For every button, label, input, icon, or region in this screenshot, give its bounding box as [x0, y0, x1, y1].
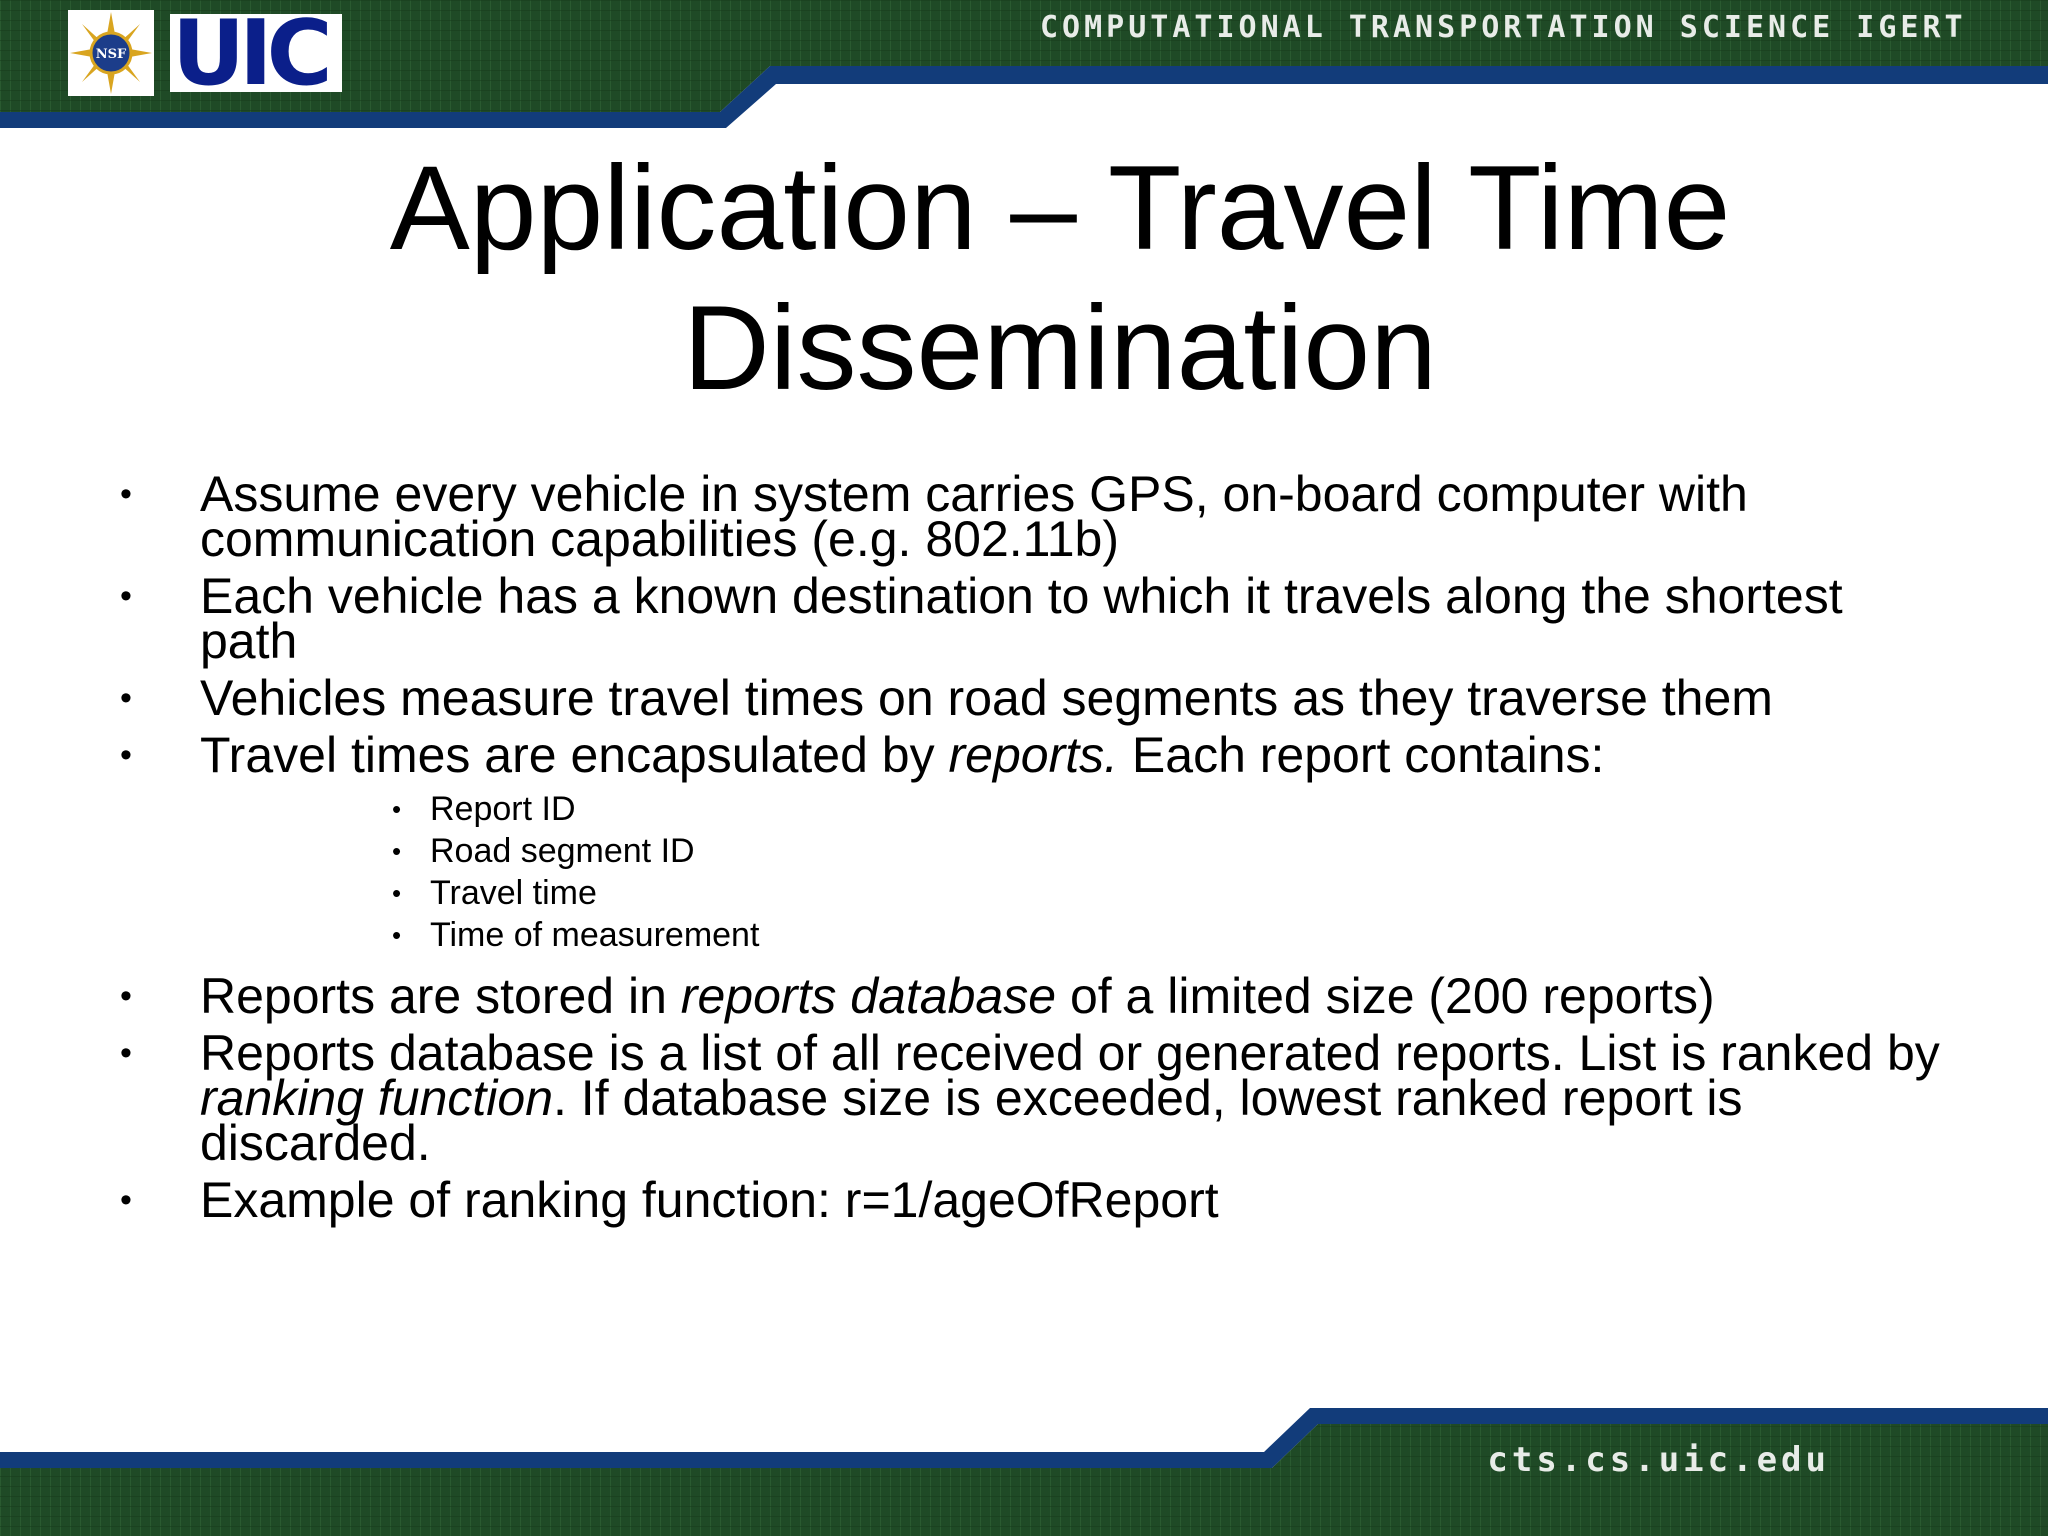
bullet-item: [120, 466, 1950, 567]
bullet-text-before: Travel times are encapsulated by: [200, 727, 949, 783]
bullet-text-after: of a limited size (200 reports): [1056, 968, 1715, 1024]
bullet-list: [120, 466, 1950, 1235]
bullet-item: [120, 670, 1950, 726]
bullet-dot: •: [120, 736, 132, 774]
bullet-dot: •: [120, 577, 132, 615]
sub-bullet-item: [200, 788, 1950, 830]
bullet-text-after: . If database size is exceeded, lowest ranked report is discarded.: [200, 1070, 1743, 1171]
title-line-1: Application – Travel Time: [389, 141, 1731, 275]
bullet-text-before: Reports are stored in: [200, 968, 681, 1024]
sub-bullet-text: Travel time: [430, 874, 597, 912]
bullet-text-emphasis: reports.: [948, 727, 1119, 783]
footer-url: cts.cs.uic.edu: [1487, 1440, 1830, 1480]
bullet-dot: •: [120, 475, 132, 513]
slide-title: [230, 138, 1890, 418]
uic-logo: [170, 14, 342, 92]
sub-bullet-text: Time of measurement: [430, 916, 760, 954]
bullet-text-before: Reports database is a list of all received or generated reports. List is ranked by: [200, 1025, 1940, 1081]
sub-bullet-dot: •: [392, 836, 402, 866]
bullet-item: [120, 1025, 1950, 1171]
sub-bullet-text: Report ID: [430, 790, 576, 828]
bullet-dot: •: [120, 1181, 132, 1219]
bullet-text-emphasis: reports database: [680, 968, 1057, 1024]
bullet-dot: •: [120, 977, 132, 1015]
bullet-text: Vehicles measure travel times on road segments as they traverse them: [200, 670, 1773, 726]
bullet-text: Each vehicle has a known destination to which it travels along the shortest path: [200, 568, 1843, 669]
bullet-text: Example of ranking function: r=1/ageOfReport: [200, 1172, 1219, 1228]
program-name: COMPUTATIONAL TRANSPORTATION SCIENCE IGERT: [1040, 10, 1967, 45]
sub-bullet-item: [200, 872, 1950, 914]
title-line-2: Dissemination: [683, 281, 1437, 415]
bullet-text: Assume every vehicle in system carries GPS, on-board computer with communication capabilities (e.g. 802.11b): [200, 466, 1748, 567]
uic-logo-text: UIC: [172, 14, 327, 92]
bullet-item: [120, 968, 1950, 1024]
bullet-text-emphasis: ranking function: [200, 1070, 554, 1126]
bullet-text-after: Each report contains:: [1118, 727, 1605, 783]
sub-bullet-dot: •: [392, 878, 402, 908]
sub-bullet-text: Road segment ID: [430, 832, 695, 870]
sub-bullet-item: [200, 830, 1950, 872]
sub-bullet-dot: •: [392, 920, 402, 950]
uic-wordmark-icon: [170, 14, 342, 92]
sub-bullet-item: [200, 914, 1950, 956]
bullet-item: [120, 727, 1950, 956]
nsf-seal-icon: [68, 10, 154, 96]
report-fields-list: [200, 788, 1950, 956]
bullet-item: [120, 1172, 1950, 1228]
bullet-item: [120, 568, 1950, 669]
sub-bullet-dot: •: [392, 794, 402, 824]
bullet-dot: •: [120, 1034, 132, 1072]
nsf-logo-text: NSF: [95, 47, 127, 62]
bullet-dot: •: [120, 679, 132, 717]
nsf-logo: [68, 10, 154, 96]
